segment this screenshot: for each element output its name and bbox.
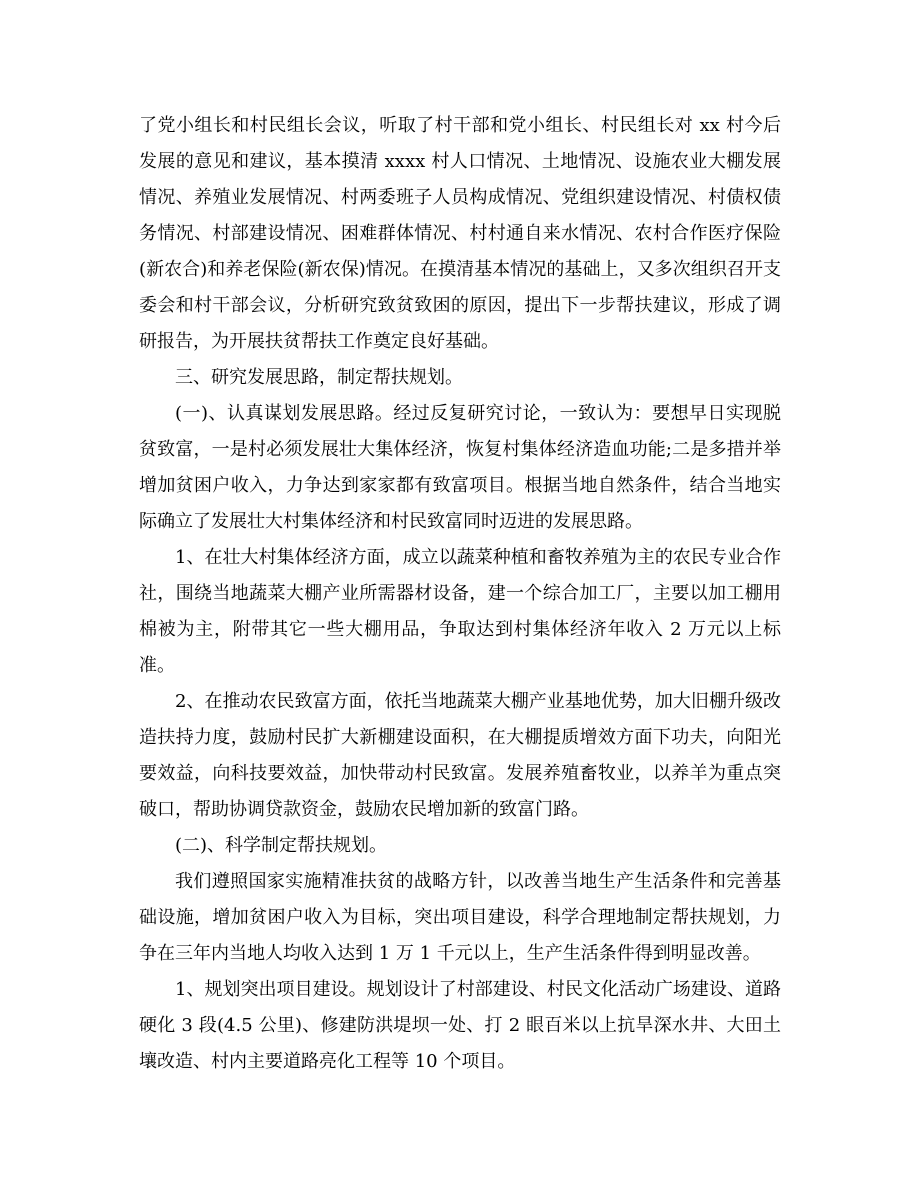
paragraph-collective-economy: 1、在壮大村集体经济方面，成立以蔬菜种植和畜牧养殖为主的农民专业合作社，围绕当地蔬菜大棚产业所需器材设备，建一个综合加工厂，主要以加工棚用棉被为主，附带其它一些大棚用品，争取达到村集体经济年收入 2 万元以上标准。 (139, 547, 781, 676)
subsection-heading-planning: (二)、科学制定帮扶规划。 (175, 835, 388, 856)
paragraph-poverty-strategy: 我们遵照国家实施精准扶贫的战略方针，以改善当地生产生活条件和完善基础设施，增加贫困户收入为目标，突出项目建设，科学合理地制定帮扶规划，力争在三年内当地人均收入达到 1 万 1 千元以上，生产生活条件得到明显改善。 (139, 871, 781, 964)
section-heading-three: 三、研究发展思路，制定帮扶规划。 (175, 367, 463, 388)
paragraph-continuation: 了党小组长和村民组长会议，听取了村干部和党小组长、村民组长对 xx 村今后发展的意见和建议，基本摸清 xxxx 村人口情况、土地情况、设施农业大棚发展情况、养殖业发展情况、村两委班子人员构成情况、党组织建设情况、村债权债务情况、村部建设情况、困难群体情况、村村通自来水情况、农村合作医疗保险(新农合)和养老保险(新农保)情况。在摸清基本情况的基础上，又多次组织召开支委会和村干部会议，分析研究致贫致困的原因，提出下一步帮扶建议，形成了调研报告，为开展扶贫帮扶工作奠定良好基础。 (139, 115, 781, 352)
paragraph-farmer-prosperity: 2、在推动农民致富方面，依托当地蔬菜大棚产业基地优势，加大旧棚升级改造扶持力度，鼓励村民扩大新棚建设面积，在大棚提质增效方面下功夫，向阳光要效益，向科技要效益，加快带动村民致富。发展养殖畜牧业，以养羊为重点突破口，帮助协调贷款资金，鼓励农民增加新的致富门路。 (139, 691, 781, 820)
paragraph-project-construction: 1、规划突出项目建设。规划设计了村部建设、村民文化活动广场建设、道路硬化 3 段(4.5 公里)、修建防洪堤坝一处、打 2 眼百米以上抗旱深水井、大田土壤改造、村内主要道路亮化工程等 10 个项目。 (139, 979, 781, 1072)
paragraph-development-ideas: (一)、认真谋划发展思路。经过反复研究讨论，一致认为：要想早日实现脱贫致富，一是村必须发展壮大集体经济，恢复村集体经济造血功能;二是多措并举增加贫困户收入，力争达到家家都有致富项目。根据当地自然条件，结合当地实际确立了发展壮大村集体经济和村民致富同时迈进的发展思路。 (139, 403, 781, 532)
